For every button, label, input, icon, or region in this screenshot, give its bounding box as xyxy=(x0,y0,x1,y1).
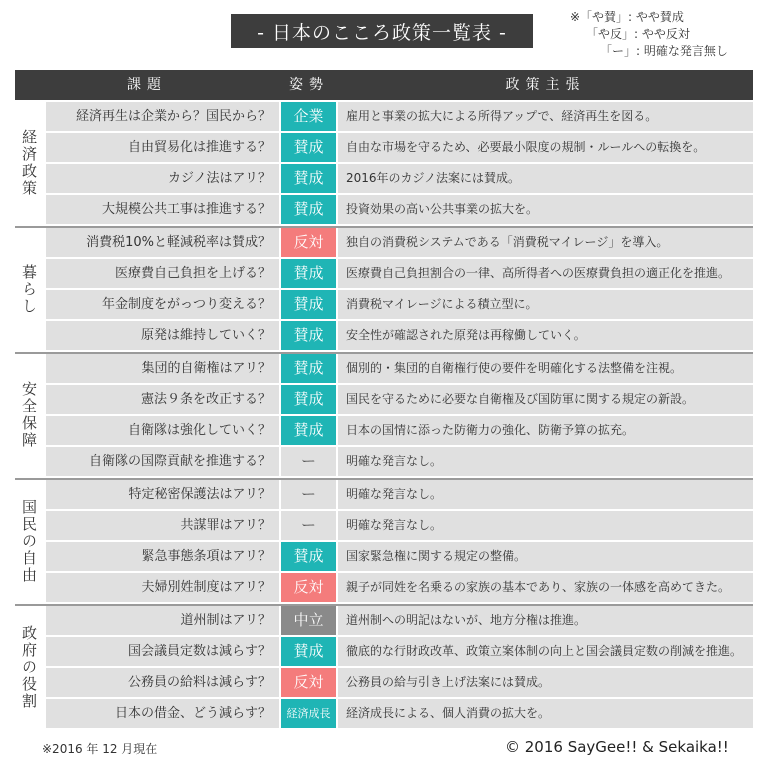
table-row xyxy=(46,133,753,162)
policy-text: 個別的・集団的自衛権行使の要件を明確化する法整備を注視。 xyxy=(338,354,753,383)
policy-text: 親子が同姓を名乗るの家族の基本であり、家族の一体感を高めてきた。 xyxy=(338,573,753,602)
policy-text: 国民を守るために必要な自衛権及び国防軍に関する規定の新設。 xyxy=(338,385,753,414)
issue-question: 公務員の給料は減らす？ xyxy=(46,668,279,697)
category-label: 政府の役割 xyxy=(15,606,44,728)
table-row xyxy=(46,637,753,666)
issue-question: 特定秘密保護法はアリ？ xyxy=(46,480,279,509)
policy-text: 明確な発言なし。 xyxy=(338,447,753,476)
stance-badge: 賛成 xyxy=(281,133,336,162)
table-row xyxy=(46,606,753,635)
legend-note: ※「や賛」: やや賛成 xyxy=(570,10,684,24)
issue-question: 年金制度をがっつり変える？ xyxy=(46,290,279,319)
date-note: ※2016 年 12 月現在 xyxy=(42,742,158,756)
table-row xyxy=(46,416,753,445)
stance-badge: 賛成 xyxy=(281,259,336,288)
issue-question: カジノ法はアリ？ xyxy=(46,164,279,193)
issue-question: 自由貿易化は推進する？ xyxy=(46,133,279,162)
issue-question: 医療費自己負担を上げる？ xyxy=(46,259,279,288)
header-stance: 姿勢 xyxy=(289,77,329,93)
page-title: - 日本のこころ政策一覧表 - xyxy=(231,14,533,48)
table-row xyxy=(46,195,753,224)
policy-text: 明確な発言なし。 xyxy=(338,511,753,540)
stance-badge: 賛成 xyxy=(281,164,336,193)
issue-question: 消費税10%と軽減税率は賛成？ xyxy=(46,228,279,257)
stance-badge: 賛成 xyxy=(281,354,336,383)
legend-note: 「や反」: やや反対 xyxy=(586,27,690,41)
table-row xyxy=(46,102,753,131)
table-row xyxy=(46,573,753,602)
issue-question: 大規模公共工事は推進する？ xyxy=(46,195,279,224)
issue-question: 自衛隊の国際貢献を推進する？ xyxy=(46,447,279,476)
legend-notes xyxy=(570,9,728,60)
stance-badge: 経済成長 xyxy=(281,699,336,728)
policy-text: 雇用と事業の拡大による所得アップで、経済再生を図る。 xyxy=(338,102,753,131)
policy-text: 医療費自己負担割合の一律、高所得者への医療費負担の適正化を推進。 xyxy=(338,259,753,288)
policy-text: 国家緊急権に関する規定の整備。 xyxy=(338,542,753,571)
stance-badge: 賛成 xyxy=(281,385,336,414)
table-row xyxy=(46,385,753,414)
stance-badge: 賛成 xyxy=(281,195,336,224)
table-row xyxy=(46,480,753,509)
header-policy: 政策主張 xyxy=(505,77,586,93)
policy-text: 独自の消費税システムである「消費税マイレージ」を導入。 xyxy=(338,228,753,257)
policy-text: 2016年のカジノ法案には賛成。 xyxy=(338,164,753,193)
issue-question: 日本の借金、どう減らす？ xyxy=(46,699,279,728)
stance-badge: ー xyxy=(281,447,336,476)
stance-badge: ー xyxy=(281,480,336,509)
policy-text: 公務員の給与引き上げ法案には賛成。 xyxy=(338,668,753,697)
issue-question: 自衛隊は強化していく？ xyxy=(46,416,279,445)
stance-badge: 賛成 xyxy=(281,290,336,319)
policy-text: 自由な市場を守るため、必要最小限度の規制・ルールへの転換を。 xyxy=(338,133,753,162)
issue-question: 経済再生は企業から？国民から？ xyxy=(46,102,279,131)
policy-text: 経済成長による、個人消費の拡大を。 xyxy=(338,699,753,728)
category-label: 暮らし xyxy=(15,228,44,350)
table-row xyxy=(46,699,753,728)
table-row xyxy=(46,164,753,193)
issue-question: 集団的自衛権はアリ？ xyxy=(46,354,279,383)
table-row xyxy=(46,321,753,350)
legend-note: 「ー」: 明確な発言無し xyxy=(600,44,728,58)
stance-badge: 賛成 xyxy=(281,321,336,350)
stance-badge: 賛成 xyxy=(281,542,336,571)
policy-text: 明確な発言なし。 xyxy=(338,480,753,509)
table-row xyxy=(46,542,753,571)
policy-text: 安全性が確認された原発は再稼働していく。 xyxy=(338,321,753,350)
stance-badge: 反対 xyxy=(281,228,336,257)
table-row xyxy=(46,447,753,476)
stance-badge: 反対 xyxy=(281,668,336,697)
issue-question: 道州制はアリ？ xyxy=(46,606,279,635)
table-row xyxy=(46,259,753,288)
issue-question: 緊急事態条項はアリ？ xyxy=(46,542,279,571)
policy-text: 道州制への明記はないが、地方分権は推進。 xyxy=(338,606,753,635)
category-label: 安全保障 xyxy=(15,354,44,476)
table-row xyxy=(46,228,753,257)
policy-text: 徹底的な行財政改革、政策立案体制の向上と国会議員定数の削減を推進。 xyxy=(338,637,753,666)
issue-question: 夫婦別姓制度はアリ？ xyxy=(46,573,279,602)
policy-text: 投資効果の高い公共事業の拡大を。 xyxy=(338,195,753,224)
category-label: 経済政策 xyxy=(15,102,44,224)
stance-badge: 賛成 xyxy=(281,637,336,666)
stance-badge: 賛成 xyxy=(281,416,336,445)
policy-text: 日本の国情に添った防衛力の強化、防衛予算の拡充。 xyxy=(338,416,753,445)
stance-badge: 反対 xyxy=(281,573,336,602)
issue-question: 共謀罪はアリ？ xyxy=(46,511,279,540)
table-row xyxy=(46,511,753,540)
policy-table xyxy=(15,70,753,735)
copyright: © 2016 SayGee!! & Sekaika!! xyxy=(505,738,729,756)
table-header xyxy=(15,70,753,100)
stance-badge: 企業 xyxy=(281,102,336,131)
stance-badge: 中立 xyxy=(281,606,336,635)
policy-text: 消費税マイレージによる積立型に。 xyxy=(338,290,753,319)
header-issue: 課題 xyxy=(127,77,167,93)
issue-question: 国会議員定数は減らす？ xyxy=(46,637,279,666)
table-row xyxy=(46,290,753,319)
table-row xyxy=(46,668,753,697)
category-label: 国民の自由 xyxy=(15,480,44,602)
issue-question: 憲法９条を改正する？ xyxy=(46,385,279,414)
stance-badge: ー xyxy=(281,511,336,540)
issue-question: 原発は維持していく？ xyxy=(46,321,279,350)
table-row xyxy=(46,354,753,383)
